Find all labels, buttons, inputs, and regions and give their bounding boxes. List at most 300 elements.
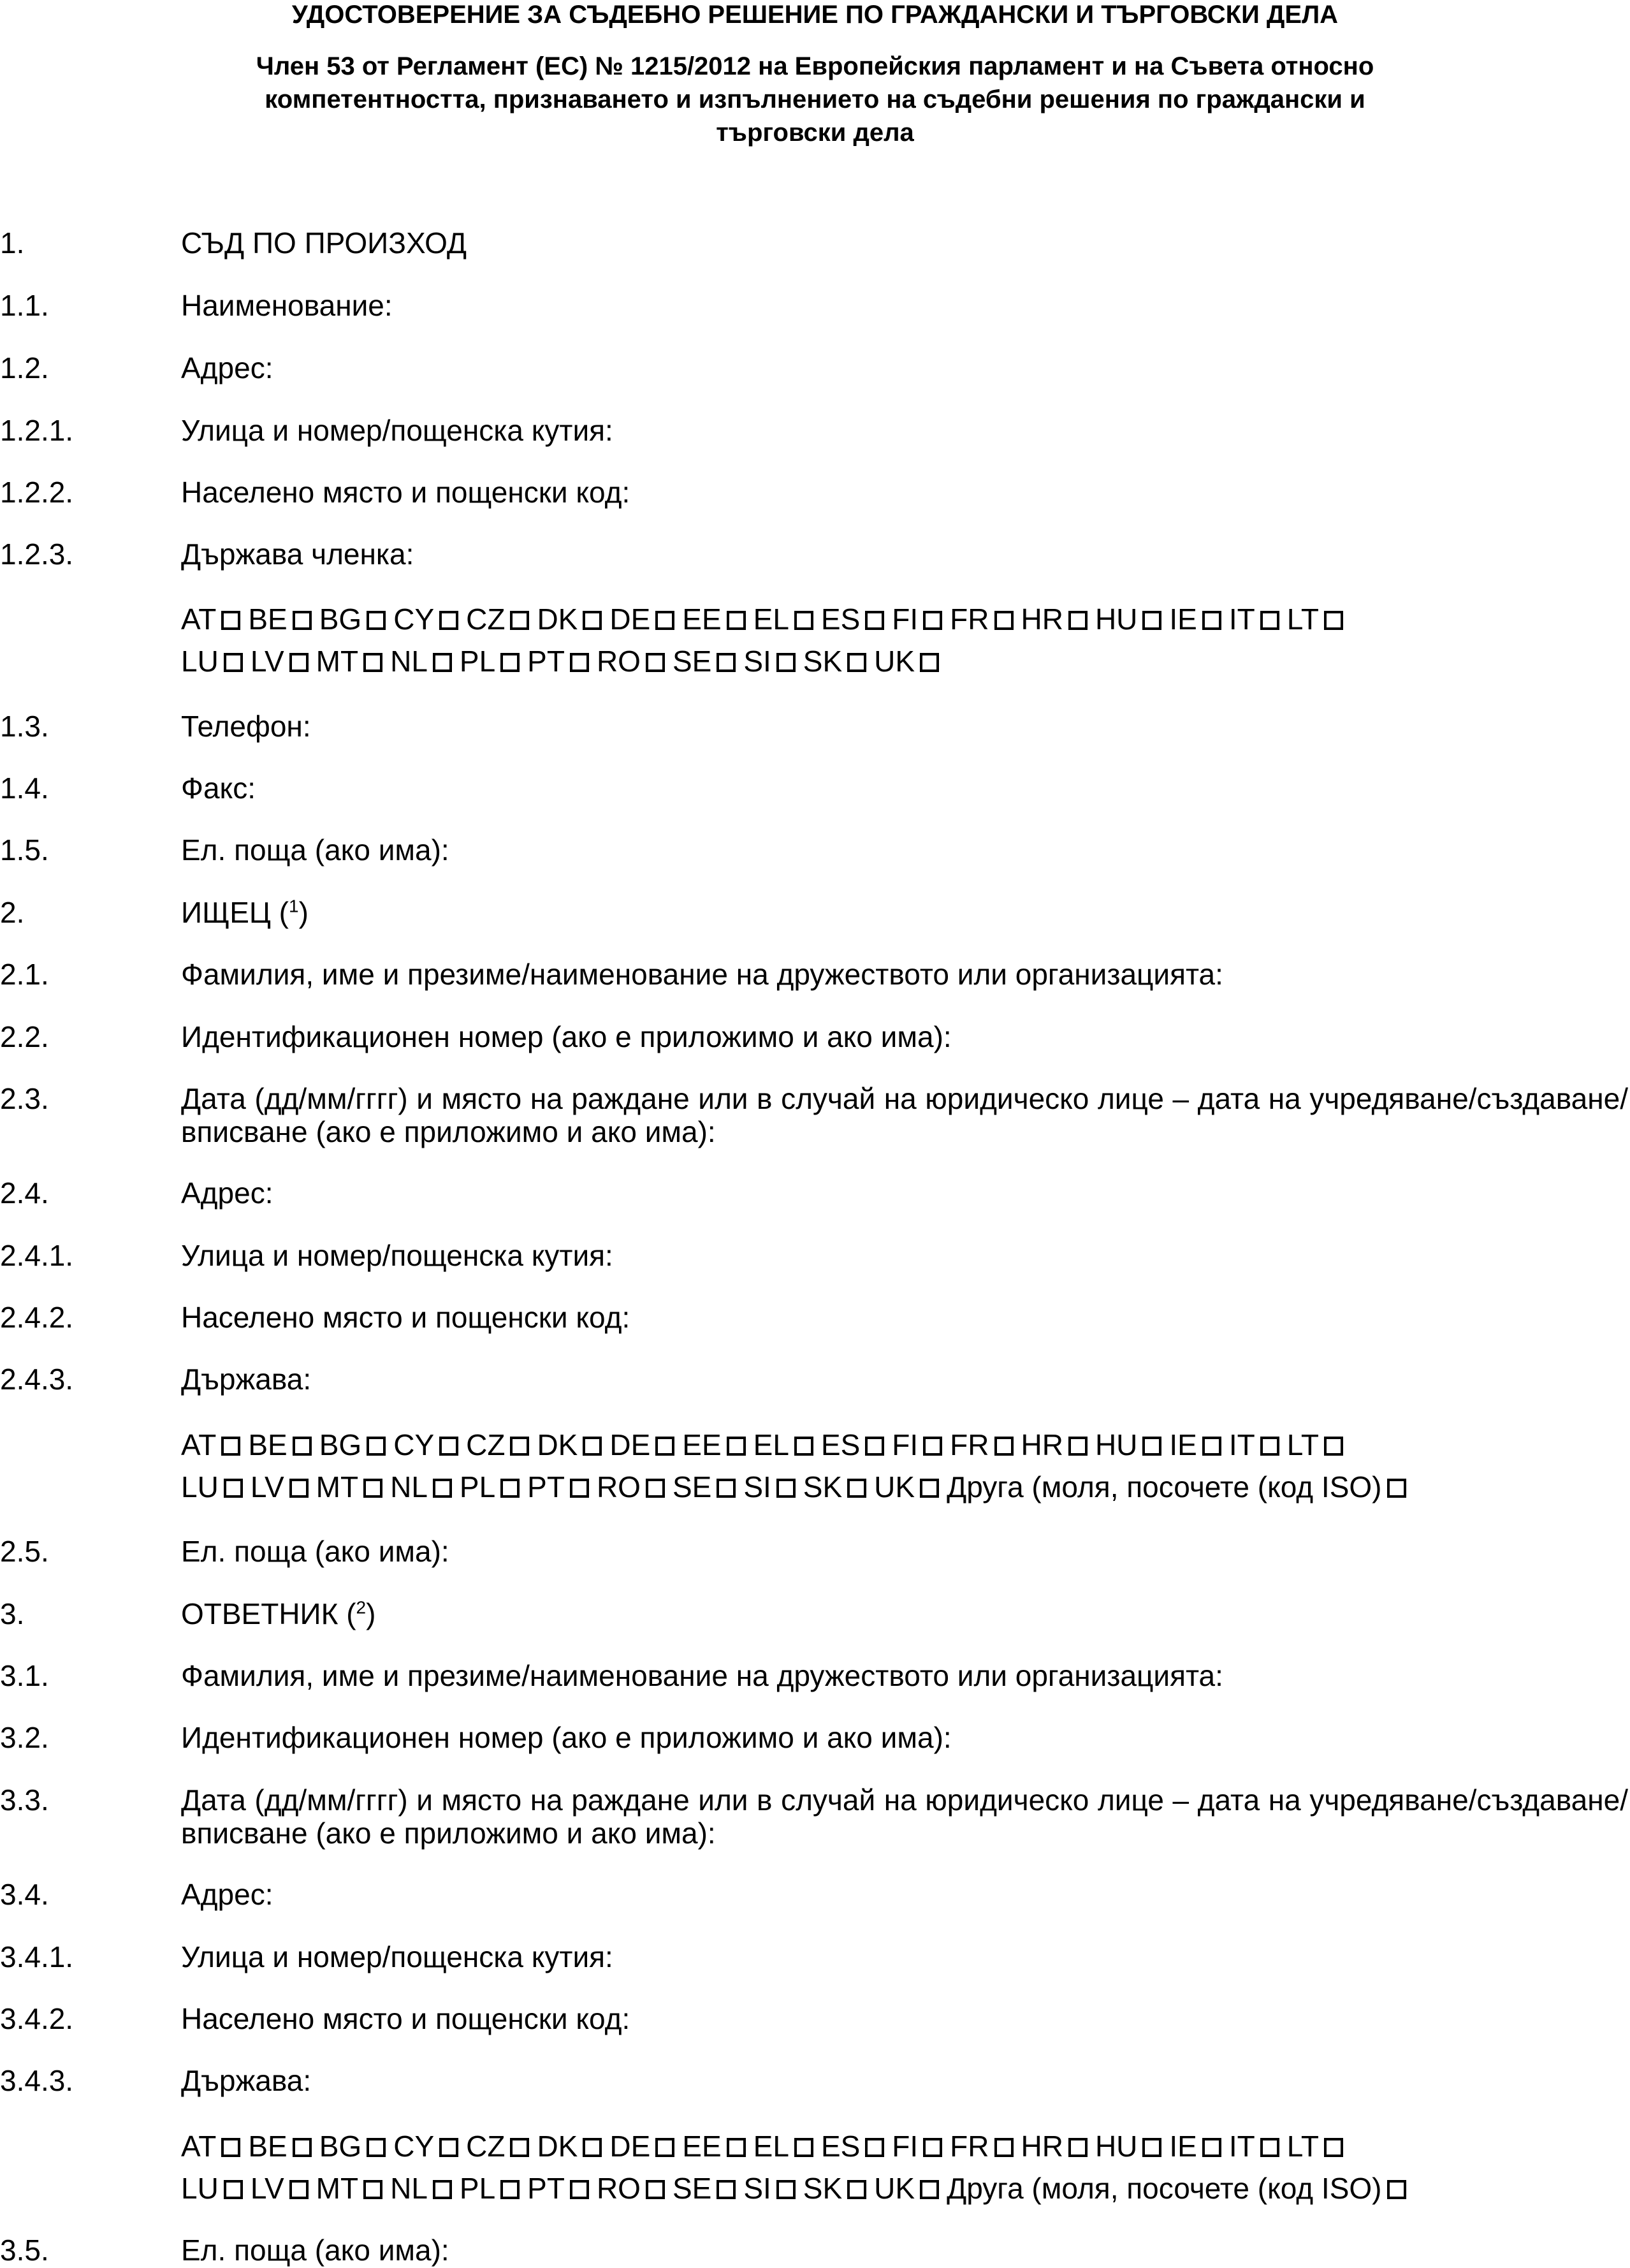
country-checkbox-es[interactable] xyxy=(821,1424,884,1466)
country-checkbox-bg[interactable] xyxy=(319,1424,386,1466)
checkbox-icon[interactable] xyxy=(655,611,674,630)
checkbox-icon[interactable] xyxy=(570,1479,589,1498)
country-checkbox-dk[interactable] xyxy=(537,598,602,640)
field-label: Идентификационен номер (ако е приложимо и ако има): xyxy=(181,1721,952,1754)
country-checkbox-hu[interactable] xyxy=(1095,1424,1161,1466)
country-code-label: ES xyxy=(820,603,861,636)
checkbox-icon[interactable] xyxy=(923,1437,942,1456)
country-checkbox-fr[interactable] xyxy=(950,1424,1013,1466)
country-checkbox-hr[interactable] xyxy=(1021,2125,1088,2167)
country-code-label: PT xyxy=(527,1470,565,1503)
checkbox-icon[interactable] xyxy=(500,653,520,672)
country-checkbox-nl[interactable] xyxy=(390,2167,452,2209)
country-checkbox-si[interactable] xyxy=(743,2167,795,2209)
country-code-label: UK xyxy=(874,2172,915,2205)
field-label: Фамилия, име и презиме/наименование на дружеството или организацията: xyxy=(181,1659,1223,1692)
field-number: 1.2. xyxy=(0,351,49,384)
checkbox-icon[interactable] xyxy=(655,2138,674,2157)
checkbox-icon[interactable] xyxy=(367,1437,386,1456)
checkbox-icon[interactable] xyxy=(727,611,746,630)
country-checkbox-ie[interactable] xyxy=(1169,1424,1221,1466)
checkbox-icon[interactable] xyxy=(570,653,589,672)
country-code-label: AT xyxy=(181,1428,217,1461)
checkbox-icon[interactable] xyxy=(570,2180,589,2199)
country-code-label: SK xyxy=(803,645,843,678)
field-number: 1.3. xyxy=(0,710,49,743)
country-checkbox-lt[interactable] xyxy=(1287,598,1343,640)
checkbox-icon[interactable] xyxy=(510,1437,529,1456)
checkbox-icon[interactable] xyxy=(583,1437,602,1456)
checkbox-icon[interactable] xyxy=(363,653,382,672)
country-code-label: AT xyxy=(181,603,217,636)
field-number: 2.4.2. xyxy=(0,1301,74,1334)
country-code-label: IT xyxy=(1228,2130,1255,2163)
country-code-label: IT xyxy=(1228,603,1255,636)
field-label: Идентификационен номер (ако е приложимо и ако има): xyxy=(181,1020,952,1053)
country-checkbox-ee[interactable] xyxy=(682,598,745,640)
country-code-label: FR xyxy=(950,603,989,636)
footnote-ref[interactable]: 1 xyxy=(289,896,299,916)
checkbox-icon[interactable] xyxy=(1260,611,1279,630)
country-checkbox-pl[interactable] xyxy=(460,1466,520,1508)
field-number: 3.4. xyxy=(0,1878,49,1911)
country-checkbox-se[interactable] xyxy=(673,640,736,682)
checkbox-icon[interactable] xyxy=(994,1437,1014,1456)
section-heading-text: ОТВЕТНИК ( xyxy=(181,1597,356,1630)
section-number: 3. xyxy=(0,1597,25,1630)
country-code-label: RO xyxy=(596,1470,641,1503)
country-code-label: LU xyxy=(181,1470,219,1503)
checkbox-icon[interactable] xyxy=(994,611,1014,630)
country-code-label: PL xyxy=(459,2172,496,2205)
section-heading xyxy=(181,1597,1628,1630)
checkbox-icon[interactable] xyxy=(1142,2138,1161,2157)
checkbox-icon[interactable] xyxy=(794,611,813,630)
field-number: 3.1. xyxy=(0,1659,49,1692)
document-subtitle xyxy=(0,50,1630,149)
country-checkbox-el[interactable] xyxy=(753,2125,813,2167)
country-checkbox-at[interactable] xyxy=(181,1424,240,1466)
checkbox-icon[interactable] xyxy=(363,1479,382,1498)
country-checkbox-bg[interactable] xyxy=(319,598,386,640)
country-checkbox-cz[interactable] xyxy=(466,2125,529,2167)
country-line-1 xyxy=(181,2125,1630,2167)
country-checkbox-pt[interactable] xyxy=(527,2167,589,2209)
checkbox-icon[interactable] xyxy=(1387,1479,1406,1498)
country-checkbox-ro[interactable] xyxy=(597,640,665,682)
country-checkbox-lu[interactable] xyxy=(181,1466,243,1508)
checkbox-icon[interactable] xyxy=(221,1437,240,1456)
checkbox-icon[interactable] xyxy=(1068,2138,1088,2157)
checkbox-icon[interactable] xyxy=(1202,1437,1221,1456)
checkbox-icon[interactable] xyxy=(717,1479,736,1498)
country-checkbox-pl[interactable] xyxy=(460,640,520,682)
checkbox-icon[interactable] xyxy=(727,1437,746,1456)
country-code-label: EE xyxy=(682,1428,722,1461)
country-code-label: PL xyxy=(459,645,496,678)
checkbox-icon[interactable] xyxy=(923,611,942,630)
checkbox-icon[interactable] xyxy=(1202,2138,1221,2157)
country-checkbox-fi[interactable] xyxy=(892,598,942,640)
country-checkbox-uk[interactable] xyxy=(874,2167,939,2209)
country-code-label: CZ xyxy=(466,2130,506,2163)
country-code-label: CY xyxy=(393,2130,435,2163)
checkbox-icon[interactable] xyxy=(1142,1437,1161,1456)
country-checkbox-es[interactable] xyxy=(821,598,884,640)
country-other-label: Друга (моля, посочете (код ISO) xyxy=(947,1470,1382,1503)
country-code-label: MT xyxy=(316,645,359,678)
country-code-label: LT xyxy=(1286,603,1320,636)
country-checkbox-group xyxy=(181,598,1630,682)
checkbox-icon[interactable] xyxy=(920,653,939,672)
country-checkbox-dk[interactable] xyxy=(537,2125,602,2167)
country-checkbox-be[interactable] xyxy=(248,1424,311,1466)
checkbox-icon[interactable] xyxy=(646,1479,665,1498)
checkbox-icon[interactable] xyxy=(221,611,240,630)
country-checkbox-ro[interactable] xyxy=(597,1466,665,1508)
country-checkbox-cz[interactable] xyxy=(466,1424,529,1466)
country-code-label: LU xyxy=(181,2172,219,2205)
country-checkbox-lt[interactable] xyxy=(1287,1424,1343,1466)
country-checkbox-it[interactable] xyxy=(1229,598,1279,640)
checkbox-icon[interactable] xyxy=(367,611,386,630)
field-label: Улица и номер/пощенска кутия: xyxy=(181,1940,613,1973)
country-checkbox-ie[interactable] xyxy=(1169,598,1221,640)
country-checkbox-pl[interactable] xyxy=(460,2167,520,2209)
country-code-label: PT xyxy=(527,645,565,678)
country-checkbox-mt[interactable] xyxy=(316,2167,382,2209)
field-label: Дата (дд/мм/гггг) и място на раждане или в случай на юридическо лице – дата на учредяване/създаване/вписване (ако е приложимо и ако има): xyxy=(181,1082,1628,1148)
country-code-label: HR xyxy=(1021,603,1063,636)
country-checkbox-cy[interactable] xyxy=(393,1424,458,1466)
country-code-label: SE xyxy=(672,2172,712,2205)
checkbox-icon[interactable] xyxy=(1142,611,1161,630)
checkbox-icon[interactable] xyxy=(1068,611,1088,630)
checkbox-icon[interactable] xyxy=(583,2138,602,2157)
country-line-2 xyxy=(181,2167,1630,2209)
checkbox-icon[interactable] xyxy=(1260,2138,1279,2157)
checkbox-icon[interactable] xyxy=(367,2138,386,2157)
field-label: Адрес: xyxy=(181,351,273,384)
country-checkbox-fi[interactable] xyxy=(892,1424,942,1466)
field-number: 2.2. xyxy=(0,1020,49,1053)
country-checkbox-fi[interactable] xyxy=(892,2125,942,2167)
checkbox-icon[interactable] xyxy=(293,611,312,630)
subtitle-line: компетентността, признаването и изпълнението на съдебни решения по граждански и xyxy=(265,85,1365,113)
checkbox-icon[interactable] xyxy=(500,2180,520,2199)
country-code-label: RO xyxy=(596,2172,641,2205)
country-code-label: FR xyxy=(950,1428,989,1461)
section-heading xyxy=(181,896,1628,929)
checkbox-icon[interactable] xyxy=(289,1479,309,1498)
field-number: 1.5. xyxy=(0,833,49,867)
checkbox-icon[interactable] xyxy=(583,611,602,630)
country-checkbox-de[interactable] xyxy=(609,1424,674,1466)
field-label: Държава: xyxy=(181,1363,312,1396)
checkbox-icon[interactable] xyxy=(221,2138,240,2157)
checkbox-icon[interactable] xyxy=(847,1479,866,1498)
country-checkbox-it[interactable] xyxy=(1229,1424,1279,1466)
field-number: 1.1. xyxy=(0,289,49,322)
country-code-label: DK xyxy=(537,1428,578,1461)
checkbox-icon[interactable] xyxy=(510,611,529,630)
country-code-label: EL xyxy=(753,2130,789,2163)
country-checkbox-bg[interactable] xyxy=(319,2125,386,2167)
checkbox-icon[interactable] xyxy=(289,653,309,672)
country-code-label: EE xyxy=(682,603,722,636)
country-code-label: ES xyxy=(820,1428,861,1461)
country-checkbox-sk[interactable] xyxy=(803,2167,866,2209)
field-number: 1.2.2. xyxy=(0,476,74,509)
country-code-label: EL xyxy=(753,1428,789,1461)
checkbox-icon[interactable] xyxy=(776,1479,796,1498)
country-code-label: DE xyxy=(609,603,651,636)
checkbox-icon[interactable] xyxy=(923,2138,942,2157)
country-checkbox-ee[interactable] xyxy=(682,2125,745,2167)
field-label: Адрес: xyxy=(181,1176,273,1210)
country-code-label: BE xyxy=(248,2130,287,2163)
country-code-label: LU xyxy=(181,645,219,678)
country-checkbox-si[interactable] xyxy=(743,1466,795,1508)
country-code-label: SI xyxy=(743,2172,771,2205)
country-checkbox-at[interactable] xyxy=(181,2125,240,2167)
field-number: 2.4.1. xyxy=(0,1239,74,1272)
country-checkbox-ro[interactable] xyxy=(597,2167,665,2209)
country-checkbox-lv[interactable] xyxy=(251,1466,309,1508)
checkbox-icon[interactable] xyxy=(224,2180,243,2199)
country-code-label: ES xyxy=(820,2130,861,2163)
country-checkbox-pt[interactable] xyxy=(527,1466,589,1508)
country-checkbox-de[interactable] xyxy=(609,598,674,640)
country-code-label: UK xyxy=(874,645,915,678)
checkbox-icon[interactable] xyxy=(847,653,866,672)
country-checkbox-other[interactable] xyxy=(947,2167,1406,2209)
country-code-label: DK xyxy=(537,603,578,636)
country-code-label: LV xyxy=(250,645,284,678)
country-checkbox-es[interactable] xyxy=(821,2125,884,2167)
country-code-label: MT xyxy=(316,2172,359,2205)
country-checkbox-el[interactable] xyxy=(753,1424,813,1466)
country-checkbox-de[interactable] xyxy=(609,2125,674,2167)
checkbox-icon[interactable] xyxy=(439,1437,458,1456)
country-checkbox-hr[interactable] xyxy=(1021,1424,1088,1466)
country-checkbox-hr[interactable] xyxy=(1021,598,1088,640)
country-code-label: EE xyxy=(682,2130,722,2163)
country-other-label: Друга (моля, посочете (код ISO) xyxy=(947,2172,1382,2205)
country-checkbox-fr[interactable] xyxy=(950,598,1013,640)
checkbox-icon[interactable] xyxy=(433,1479,452,1498)
country-code-label: HR xyxy=(1021,1428,1063,1461)
checkbox-icon[interactable] xyxy=(1324,2138,1343,2157)
checkbox-icon[interactable] xyxy=(433,2180,452,2199)
country-checkbox-uk[interactable] xyxy=(874,1466,939,1508)
checkbox-icon[interactable] xyxy=(363,2180,382,2199)
country-checkbox-it[interactable] xyxy=(1229,2125,1279,2167)
country-checkbox-sk[interactable] xyxy=(803,1466,866,1508)
footnote-ref[interactable]: 2 xyxy=(356,1597,367,1618)
country-checkbox-be[interactable] xyxy=(248,2125,311,2167)
checkbox-icon[interactable] xyxy=(1387,2180,1406,2199)
country-code-label: SE xyxy=(672,1470,712,1503)
field-number: 3.3. xyxy=(0,1783,49,1817)
field-label: Ел. поща (ако има): xyxy=(181,833,449,867)
checkbox-icon[interactable] xyxy=(1324,611,1343,630)
section-heading: СЪД ПО ПРОИЗХОД xyxy=(181,226,467,260)
checkbox-icon[interactable] xyxy=(865,2138,884,2157)
country-code-label: DE xyxy=(609,1428,651,1461)
country-line-1 xyxy=(181,598,1630,640)
checkbox-icon[interactable] xyxy=(1202,611,1221,630)
field-number: 2.1. xyxy=(0,958,49,991)
country-code-label: UK xyxy=(874,1470,915,1503)
country-checkbox-dk[interactable] xyxy=(537,1424,602,1466)
section-heading-text: ИЩЕЦ ( xyxy=(181,896,289,929)
checkbox-icon[interactable] xyxy=(289,2180,309,2199)
country-code-label: BG xyxy=(319,1428,362,1461)
country-code-label: HU xyxy=(1095,2130,1138,2163)
field-number: 1.2.1. xyxy=(0,414,74,447)
checkbox-icon[interactable] xyxy=(1068,1437,1088,1456)
country-code-label: CZ xyxy=(466,1428,506,1461)
checkbox-icon[interactable] xyxy=(439,2138,458,2157)
country-code-label: SE xyxy=(672,645,712,678)
country-checkbox-lu[interactable] xyxy=(181,2167,243,2209)
country-code-label: FR xyxy=(950,2130,989,2163)
country-code-label: BE xyxy=(248,1428,287,1461)
checkbox-icon[interactable] xyxy=(433,653,452,672)
checkbox-icon[interactable] xyxy=(510,2138,529,2157)
country-code-label: BE xyxy=(248,603,287,636)
country-code-label: NL xyxy=(390,2172,428,2205)
country-checkbox-ee[interactable] xyxy=(682,1424,745,1466)
country-checkbox-be[interactable] xyxy=(248,598,311,640)
field-label: Адрес: xyxy=(181,1878,273,1911)
country-checkbox-lv[interactable] xyxy=(251,2167,309,2209)
section-heading-end: ) xyxy=(366,1597,376,1630)
country-checkbox-cy[interactable] xyxy=(393,598,458,640)
country-code-label: IE xyxy=(1169,603,1197,636)
country-code-label: RO xyxy=(596,645,641,678)
checkbox-icon[interactable] xyxy=(1260,1437,1279,1456)
checkbox-icon[interactable] xyxy=(439,611,458,630)
field-label: Населено място и пощенски код: xyxy=(181,476,630,509)
country-checkbox-se[interactable] xyxy=(673,2167,736,2209)
field-number: 2.4.3. xyxy=(0,1363,74,1396)
country-code-label: CZ xyxy=(466,603,506,636)
country-checkbox-se[interactable] xyxy=(673,1466,736,1508)
field-label: Ел. поща (ако има): xyxy=(181,1535,449,1568)
country-checkbox-uk[interactable] xyxy=(874,640,939,682)
checkbox-icon[interactable] xyxy=(847,2180,866,2199)
country-code-label: SI xyxy=(743,1470,771,1503)
country-code-label: DE xyxy=(609,2130,651,2163)
country-code-label: HU xyxy=(1095,603,1138,636)
country-code-label: IE xyxy=(1169,2130,1197,2163)
country-code-label: DK xyxy=(537,2130,578,2163)
country-checkbox-at[interactable] xyxy=(181,598,240,640)
country-checkbox-el[interactable] xyxy=(753,598,813,640)
section-number: 2. xyxy=(0,896,25,929)
country-code-label: FI xyxy=(892,603,919,636)
field-label: Улица и номер/пощенска кутия: xyxy=(181,1239,613,1272)
country-line-1 xyxy=(181,1424,1630,1466)
checkbox-icon[interactable] xyxy=(646,2180,665,2199)
checkbox-icon[interactable] xyxy=(920,1479,939,1498)
field-label: Населено място и пощенски код: xyxy=(181,2002,630,2035)
country-checkbox-lv[interactable] xyxy=(251,640,309,682)
checkbox-icon[interactable] xyxy=(994,2138,1014,2157)
country-code-label: SK xyxy=(803,2172,843,2205)
checkbox-icon[interactable] xyxy=(776,653,796,672)
checkbox-icon[interactable] xyxy=(1324,1437,1343,1456)
checkbox-icon[interactable] xyxy=(794,2138,813,2157)
country-checkbox-other[interactable] xyxy=(947,1466,1406,1508)
checkbox-icon[interactable] xyxy=(224,1479,243,1498)
checkbox-icon[interactable] xyxy=(776,2180,796,2199)
country-code-label: PT xyxy=(527,2172,565,2205)
checkbox-icon[interactable] xyxy=(865,611,884,630)
field-number: 3.4.3. xyxy=(0,2064,74,2097)
checkbox-icon[interactable] xyxy=(727,2138,746,2157)
field-label: Държава: xyxy=(181,2064,312,2097)
country-code-label: FI xyxy=(892,1428,919,1461)
checkbox-icon[interactable] xyxy=(224,653,243,672)
country-checkbox-si[interactable] xyxy=(743,640,795,682)
country-checkbox-pt[interactable] xyxy=(527,640,589,682)
checkbox-icon[interactable] xyxy=(500,1479,520,1498)
country-line-2 xyxy=(181,640,1630,682)
country-checkbox-lt[interactable] xyxy=(1287,2125,1343,2167)
country-checkbox-fr[interactable] xyxy=(950,2125,1013,2167)
checkbox-icon[interactable] xyxy=(293,2138,312,2157)
country-checkbox-mt[interactable] xyxy=(316,640,382,682)
checkbox-icon[interactable] xyxy=(655,1437,674,1456)
country-code-label: SI xyxy=(743,645,771,678)
country-code-label: FI xyxy=(892,2130,919,2163)
country-code-label: SK xyxy=(803,1470,843,1503)
field-number: 1.2.3. xyxy=(0,538,74,571)
checkbox-icon[interactable] xyxy=(717,2180,736,2199)
country-checkbox-cz[interactable] xyxy=(466,598,529,640)
field-label: Ел. поща (ако има): xyxy=(181,2234,449,2267)
country-checkbox-nl[interactable] xyxy=(390,640,452,682)
checkbox-icon[interactable] xyxy=(646,653,665,672)
country-checkbox-hu[interactable] xyxy=(1095,598,1161,640)
checkbox-icon[interactable] xyxy=(293,1437,312,1456)
country-checkbox-cy[interactable] xyxy=(393,2125,458,2167)
field-number: 3.4.2. xyxy=(0,2002,74,2035)
checkbox-icon[interactable] xyxy=(717,653,736,672)
field-label: Улица и номер/пощенска кутия: xyxy=(181,414,613,447)
country-checkbox-nl[interactable] xyxy=(390,1466,452,1508)
country-checkbox-lu[interactable] xyxy=(181,640,243,682)
country-checkbox-mt[interactable] xyxy=(316,1466,382,1508)
checkbox-icon[interactable] xyxy=(865,1437,884,1456)
country-checkbox-group xyxy=(181,2125,1630,2209)
field-label: Телефон: xyxy=(181,710,311,743)
country-code-label: MT xyxy=(316,1470,359,1503)
country-code-label: AT xyxy=(181,2130,217,2163)
country-code-label: PL xyxy=(459,1470,496,1503)
checkbox-icon[interactable] xyxy=(794,1437,813,1456)
field-number: 2.3. xyxy=(0,1082,49,1115)
country-checkbox-ie[interactable] xyxy=(1169,2125,1221,2167)
country-checkbox-hu[interactable] xyxy=(1095,2125,1161,2167)
subtitle-line: търговски дела xyxy=(716,119,914,147)
section-number: 1. xyxy=(0,226,25,260)
checkbox-icon[interactable] xyxy=(920,2180,939,2199)
country-checkbox-sk[interactable] xyxy=(803,640,866,682)
